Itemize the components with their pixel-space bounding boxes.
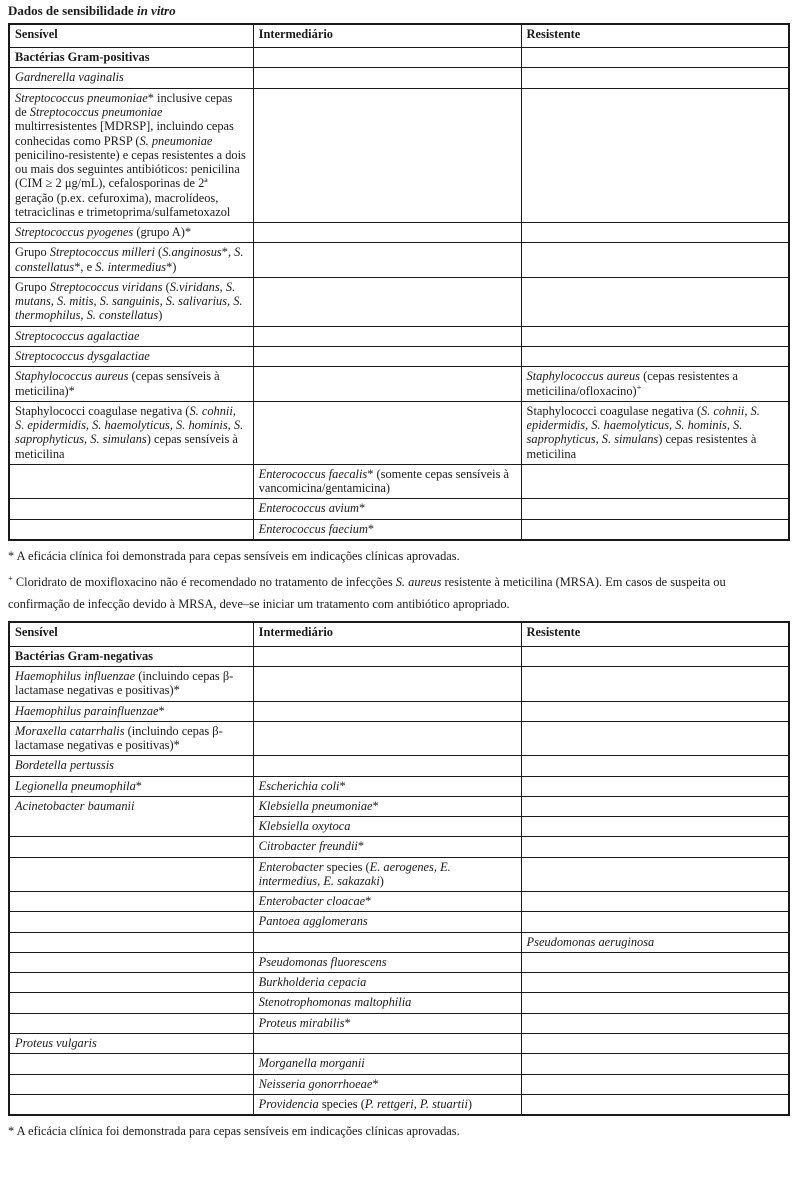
table-row xyxy=(9,701,789,721)
table-row xyxy=(9,1034,789,1054)
table-row xyxy=(9,243,789,278)
cell-resistente xyxy=(521,952,789,972)
cell-resistente xyxy=(521,1074,789,1094)
cell-sensivel: Bordetella pertussis xyxy=(9,756,253,776)
table-header xyxy=(9,24,789,48)
column-header-resistente: Resistente xyxy=(521,24,789,48)
table-row xyxy=(9,756,789,776)
cell-intermediario: Stenotrophomonas maltophilia xyxy=(253,993,521,1013)
cell-intermediario xyxy=(253,88,521,222)
table-header xyxy=(9,622,789,646)
footnote-asterisk: * A eficácia clínica foi demonstrada para cepas sensíveis em indicações clínicas aprovadas. xyxy=(8,548,460,563)
cell-sensivel: Proteus vulgaris xyxy=(9,1034,253,1054)
table-row xyxy=(9,48,789,68)
gram-negative-susceptibility-table xyxy=(8,621,790,1116)
table-row xyxy=(9,367,789,402)
cell-sensivel xyxy=(9,973,253,993)
cell-intermediario xyxy=(253,1034,521,1054)
table-row xyxy=(9,346,789,366)
table-body xyxy=(9,48,789,540)
table-row xyxy=(9,401,789,464)
cell-sensivel xyxy=(9,499,253,519)
cell-sensivel xyxy=(9,952,253,972)
cell-sensivel: Grupo Streptococcus viridans (S.viridans, S. mutans, S. mitis, S. sanguinis, S. salivarius, S. thermophilus, S. constellatus) xyxy=(9,277,253,326)
cell-resistente xyxy=(521,817,789,837)
cell-intermediario xyxy=(253,666,521,701)
cell-sensivel xyxy=(9,857,253,892)
cell-intermediario xyxy=(253,756,521,776)
table-row xyxy=(9,912,789,932)
cell-sensivel: Staphylococci coagulase negativa (S. cohnii, S. epidermidis, S. haemolyticus, S. hominis, S. saprophyticus, S. simulans) cepas sensíveis à meticilina xyxy=(9,401,253,464)
cell-sensivel: Legionella pneumophila* xyxy=(9,776,253,796)
cell-resistente xyxy=(521,721,789,756)
cell-sensivel xyxy=(9,892,253,912)
cell-resistente xyxy=(521,973,789,993)
cell-intermediario xyxy=(253,277,521,326)
column-header-resistente: Resistente xyxy=(521,622,789,646)
cell-intermediario: Escherichia coli* xyxy=(253,776,521,796)
column-header-intermediario: Intermediário xyxy=(253,622,521,646)
cell-intermediario: Enterococcus faecalis* (somente cepas sensíveis à vancomicina/gentamicina) xyxy=(253,464,521,499)
cell-sensivel xyxy=(9,837,253,857)
table-row xyxy=(9,666,789,701)
cell-intermediario: Proteus mirabilis* xyxy=(253,1013,521,1033)
cell-sensivel: Bactérias Gram-negativas xyxy=(9,646,253,666)
table-row xyxy=(9,1054,789,1074)
table-row xyxy=(9,68,789,88)
table-row xyxy=(9,223,789,243)
cell-resistente xyxy=(521,1034,789,1054)
table-row xyxy=(9,796,789,816)
cell-resistente: Staphylococci coagulase negativa (S. cohnii, S. epidermidis, S. haemolyticus, S. hominis, S. saprophyticus, S. simulans) cepas resistentes à meticilina xyxy=(521,401,789,464)
header-row xyxy=(9,622,789,646)
cell-resistente xyxy=(521,223,789,243)
cell-intermediario xyxy=(253,721,521,756)
cell-intermediario xyxy=(253,401,521,464)
cell-sensivel xyxy=(9,993,253,1013)
cell-intermediario xyxy=(253,243,521,278)
cell-resistente xyxy=(521,519,789,540)
cell-intermediario xyxy=(253,68,521,88)
cell-intermediario: Citrobacter freundii* xyxy=(253,837,521,857)
cell-resistente xyxy=(521,646,789,666)
cell-intermediario xyxy=(253,701,521,721)
cell-resistente xyxy=(521,88,789,222)
cell-resistente xyxy=(521,68,789,88)
cell-resistente xyxy=(521,857,789,892)
cell-resistente xyxy=(521,892,789,912)
cell-sensivel xyxy=(9,932,253,952)
cell-intermediario: Enterococcus avium* xyxy=(253,499,521,519)
cell-sensivel xyxy=(9,1054,253,1074)
cell-resistente xyxy=(521,837,789,857)
cell-resistente xyxy=(521,756,789,776)
cell-intermediario xyxy=(253,646,521,666)
cell-resistente xyxy=(521,701,789,721)
cell-intermediario xyxy=(253,932,521,952)
table-row xyxy=(9,519,789,540)
table-row xyxy=(9,88,789,222)
column-header-sensivel: Sensível xyxy=(9,24,253,48)
cell-resistente xyxy=(521,1013,789,1033)
cell-intermediario: Morganella morganii xyxy=(253,1054,521,1074)
table-row xyxy=(9,776,789,796)
cell-resistente xyxy=(521,796,789,816)
cell-sensivel: Streptococcus pneumoniae* inclusive cepas de Streptococcus pneumoniae multirresistentes [MDRSP], incluindo cepas conhecidas como PRSP (S. pneumoniae penicilino-resistente) e cepas resistentes a dois ou mais dos seguintes antibióticos: penicilina (CIM ≥ 2 μg/mL), cefalosporinas de 2ª geração (p.ex. cefuroxima), macrolídeos, tetraciclinas e trimetoprima/sulfametoxazol xyxy=(9,88,253,222)
cell-intermediario: Enterobacter species (E. aerogenes, E. intermedius, E. sakazaki) xyxy=(253,857,521,892)
cell-resistente xyxy=(521,243,789,278)
cell-intermediario: Klebsiella pneumoniae* xyxy=(253,796,521,816)
cell-sensivel xyxy=(9,1094,253,1115)
cell-intermediario: Enterobacter cloacae* xyxy=(253,892,521,912)
cell-resistente xyxy=(521,464,789,499)
cell-sensivel: Haemophilus parainfluenzae* xyxy=(9,701,253,721)
cell-sensivel: Moraxella catarrhalis (incluindo cepas β-lactamase negativas e positivas)* xyxy=(9,721,253,756)
cell-sensivel: Acinetobacter baumanii xyxy=(9,796,253,837)
cell-sensivel xyxy=(9,1074,253,1094)
cell-intermediario: Pseudomonas fluorescens xyxy=(253,952,521,972)
cell-resistente xyxy=(521,993,789,1013)
cell-sensivel xyxy=(9,519,253,540)
table-row xyxy=(9,646,789,666)
column-header-intermediario: Intermediário xyxy=(253,24,521,48)
cell-sensivel: Streptococcus dysgalactiae xyxy=(9,346,253,366)
table-row xyxy=(9,1074,789,1094)
table-row xyxy=(9,464,789,499)
cell-intermediario: Enterococcus faecium* xyxy=(253,519,521,540)
footnote-asterisk-bottom: * A eficácia clínica foi demonstrada para cepas sensíveis em indicações clínicas aprovadas. xyxy=(8,1124,460,1139)
table-row xyxy=(9,326,789,346)
table-row xyxy=(9,973,789,993)
cell-resistente xyxy=(521,277,789,326)
cell-sensivel xyxy=(9,464,253,499)
table-row xyxy=(9,857,789,892)
table-row xyxy=(9,892,789,912)
cell-resistente: Pseudomonas aeruginosa xyxy=(521,932,789,952)
cell-resistente xyxy=(521,1094,789,1115)
cell-sensivel: Bactérias Gram-positivas xyxy=(9,48,253,68)
cell-sensivel: Grupo Streptococcus milleri (S.anginosus*, S. constellatus*, e S. intermedius*) xyxy=(9,243,253,278)
table-row xyxy=(9,277,789,326)
cell-intermediario xyxy=(253,48,521,68)
cell-resistente xyxy=(521,1054,789,1074)
cell-sensivel: Staphylococcus aureus (cepas sensíveis à meticilina)* xyxy=(9,367,253,402)
cell-intermediario xyxy=(253,367,521,402)
cell-intermediario: Neisseria gonorrhoeae* xyxy=(253,1074,521,1094)
header-row xyxy=(9,24,789,48)
cell-intermediario: Burkholderia cepacia xyxy=(253,973,521,993)
cell-intermediario: Pantoea agglomerans xyxy=(253,912,521,932)
cell-sensivel xyxy=(9,1013,253,1033)
document-title: Dados de sensibilidade in vitro xyxy=(8,3,176,18)
table-row xyxy=(9,1094,789,1115)
cell-sensivel: Haemophilus influenzae (incluindo cepas β-lactamase negativas e positivas)* xyxy=(9,666,253,701)
table-row xyxy=(9,499,789,519)
cell-resistente xyxy=(521,776,789,796)
cell-intermediario xyxy=(253,346,521,366)
cell-intermediario xyxy=(253,326,521,346)
cell-intermediario: Klebsiella oxytoca xyxy=(253,817,521,837)
cell-resistente xyxy=(521,666,789,701)
table-row xyxy=(9,1013,789,1033)
table-row xyxy=(9,721,789,756)
cell-resistente xyxy=(521,499,789,519)
table-body xyxy=(9,646,789,1115)
table-row xyxy=(9,837,789,857)
cell-resistente: Staphylococcus aureus (cepas resistentes a meticilina/ofloxacino)+ xyxy=(521,367,789,402)
cell-resistente xyxy=(521,48,789,68)
cell-intermediario xyxy=(253,223,521,243)
column-header-sensivel: Sensível xyxy=(9,622,253,646)
cell-resistente xyxy=(521,346,789,366)
cell-sensivel: Streptococcus pyogenes (grupo A)* xyxy=(9,223,253,243)
table-row xyxy=(9,993,789,1013)
cell-resistente xyxy=(521,326,789,346)
footnote-plus-mrsa: + Cloridrato de moxifloxacino não é recomendado no tratamento de infecções S. aureus resistente à meticilina (MRSA). Em casos de suspeita ou confirmação de infecção devido à MRSA, deve–se iniciar um tratamento com antibiótico apropriado. xyxy=(8,572,726,611)
cell-sensivel: Gardnerella vaginalis xyxy=(9,68,253,88)
cell-resistente xyxy=(521,912,789,932)
cell-sensivel: Streptococcus agalactiae xyxy=(9,326,253,346)
cell-intermediario: Providencia species (P. rettgeri, P. stuartii) xyxy=(253,1094,521,1115)
gram-positive-susceptibility-table xyxy=(8,23,790,541)
table-row xyxy=(9,952,789,972)
table-row xyxy=(9,932,789,952)
cell-sensivel xyxy=(9,912,253,932)
